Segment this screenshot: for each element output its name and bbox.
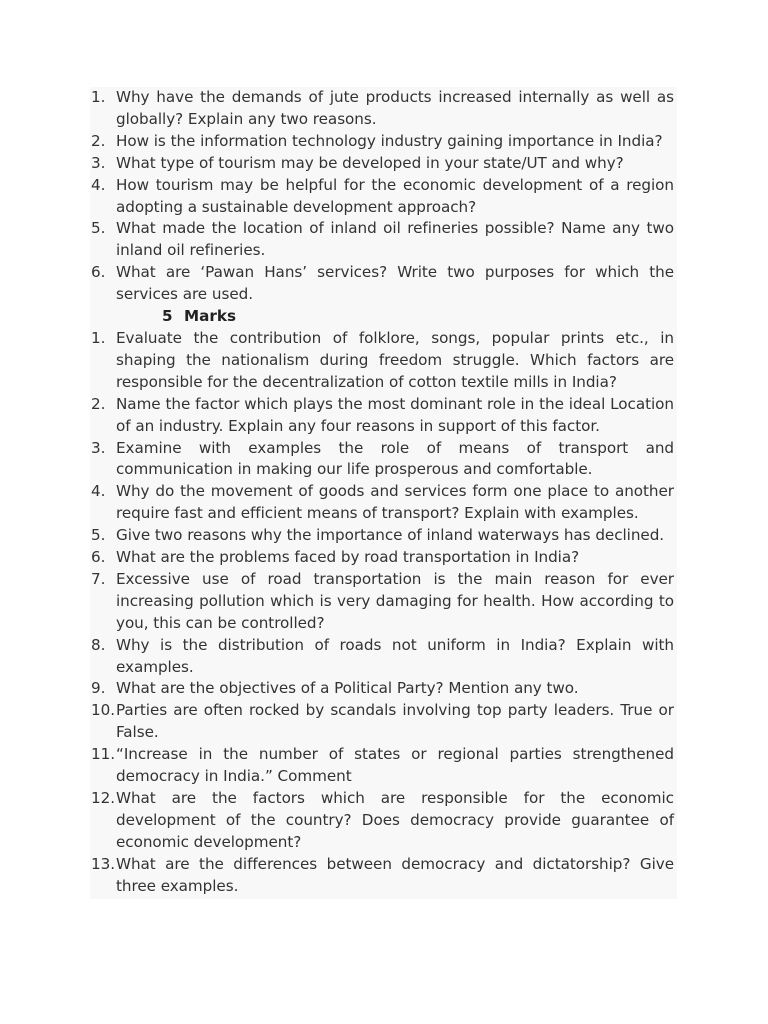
list-item	[90, 394, 677, 438]
question-text: How tourism may be helpful for the economic development of a region adopting a sustainable development approach?	[116, 175, 674, 216]
list-item	[90, 87, 677, 131]
question-number: 1.	[91, 88, 106, 106]
question-text: What are the objectives of a Political Party? Mention any two.	[116, 679, 579, 698]
question-number: 3.	[91, 153, 106, 172]
question-text: How is the information technology industry gaining importance in India?	[116, 131, 663, 150]
question-text: Excessive use of road transportation is the main reason for ever increasing pollution which is very damaging for health. How according to you, this can be controlled?	[116, 569, 674, 632]
list-item	[90, 678, 677, 700]
question-text: What made the location of inland oil refineries possible? Name any two inland oil refineries.	[116, 219, 674, 260]
question-number: 6.	[91, 548, 106, 567]
question-number: 1.	[91, 328, 106, 347]
question-number: 7.	[91, 569, 106, 588]
list-item	[90, 700, 677, 744]
question-number: 13.	[91, 854, 116, 873]
question-number: 12.	[91, 789, 116, 807]
list-item	[90, 328, 677, 394]
question-number: 4.	[91, 175, 106, 194]
list-item	[90, 788, 677, 854]
question-text: Name the factor which plays the most dominant role in the ideal Location of an industry. Explain any four reasons in support of this factor.	[116, 394, 674, 435]
question-text: Why is the distribution of roads not uniform in India? Explain with examples.	[116, 635, 674, 676]
list-item	[90, 569, 677, 635]
question-text: Why have the demands of jute products increased internally as well as globally? Explain any two reasons.	[116, 88, 674, 128]
question-number: 8.	[91, 635, 106, 654]
question-text: “Increase in the number of states or regional parties strengthened democracy in India.” Comment	[116, 745, 674, 786]
section-heading-label: Marks	[184, 307, 236, 326]
list-item	[90, 131, 677, 153]
question-text: What are the factors which are responsible for the economic development of the country? Does democracy provide guarantee of economic development?	[116, 789, 674, 851]
section-b-question-list	[90, 328, 677, 898]
question-number: 5.	[91, 219, 106, 238]
question-text: Give two reasons why the importance of inland waterways has declined.	[116, 526, 665, 545]
section-heading-number: 5	[162, 307, 173, 326]
list-item	[90, 175, 677, 219]
question-number: 5.	[91, 526, 106, 545]
list-item	[90, 153, 677, 175]
question-text: What are the problems faced by road transportation in India?	[116, 548, 580, 567]
question-number: 10.	[91, 701, 116, 720]
question-text: What type of tourism may be developed in your state/UT and why?	[116, 153, 624, 172]
question-text: What are the differences between democracy and dictatorship? Give three examples.	[116, 854, 674, 895]
question-text: Evaluate the contribution of folklore, songs, popular prints etc., in shaping the nationalism during freedom struggle. Which factors are responsible for the decentralization of cotton textile mills in India?	[116, 328, 674, 391]
section-a-question-list	[90, 87, 677, 306]
list-item	[90, 635, 677, 679]
question-number: 2.	[91, 394, 106, 413]
question-number: 4.	[91, 482, 106, 501]
question-number: 2.	[91, 131, 106, 150]
list-item	[90, 744, 677, 788]
question-number: 3.	[91, 438, 106, 457]
list-item	[90, 218, 677, 262]
question-text: Why do the movement of goods and services form one place to another require fast and efficient means of transport? Explain with examples.	[116, 482, 674, 523]
question-number: 9.	[91, 679, 106, 698]
question-text: What are ‘Pawan Hans’ services? Write two purposes for which the services are used.	[116, 263, 674, 304]
question-number: 6.	[91, 263, 106, 282]
question-sheet	[90, 87, 677, 899]
question-text: Examine with examples the role of means of transport and communication in making our life prosperous and comfortable.	[116, 438, 674, 479]
list-item	[90, 547, 677, 569]
list-item	[90, 525, 677, 547]
question-number: 11.	[91, 745, 116, 764]
question-text: Parties are often rocked by scandals involving top party leaders. True or False.	[116, 701, 674, 742]
list-item	[90, 262, 677, 306]
section-heading-5-marks	[90, 306, 677, 328]
list-item	[90, 438, 677, 482]
list-item	[90, 854, 677, 898]
list-item	[90, 481, 677, 525]
